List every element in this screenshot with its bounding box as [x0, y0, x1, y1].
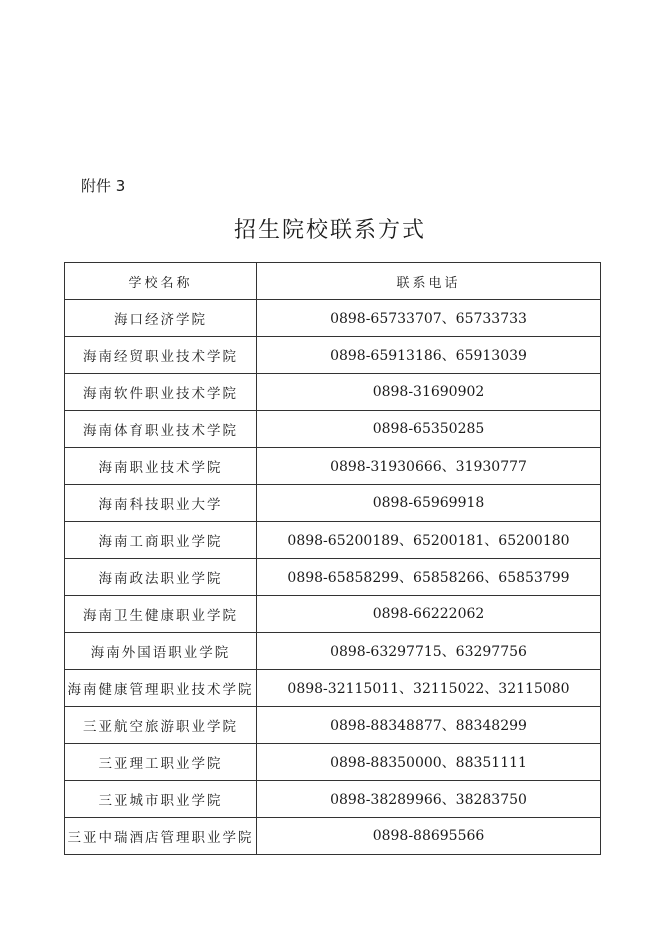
- table-row: [65, 411, 601, 448]
- table-row: [65, 300, 601, 337]
- phone-number: 0898-65200189、65200181、65200180: [257, 522, 601, 559]
- phone-number: 0898-65350285: [257, 411, 601, 448]
- table-row: [65, 818, 601, 855]
- table-row: [65, 781, 601, 818]
- phone-number: 0898-65733707、65733733: [257, 300, 601, 337]
- phone-number: 0898-88348877、88348299: [257, 707, 601, 744]
- table-row: [65, 596, 601, 633]
- phone-number: 0898-66222062: [257, 596, 601, 633]
- contact-table: [64, 262, 601, 855]
- school-name: 海南外国语职业学院: [65, 633, 257, 670]
- phone-number: 0898-38289966、38283750: [257, 781, 601, 818]
- phone-number: 0898-31690902: [257, 374, 601, 411]
- table-row: [65, 670, 601, 707]
- school-name: 海南卫生健康职业学院: [65, 596, 257, 633]
- table-row: [65, 633, 601, 670]
- school-name: 海南健康管理职业技术学院: [65, 670, 257, 707]
- school-name: 海南体育职业技术学院: [65, 411, 257, 448]
- table-row: [65, 522, 601, 559]
- table-row: [65, 337, 601, 374]
- school-name: 三亚城市职业学院: [65, 781, 257, 818]
- phone-number: 0898-32115011、32115022、32115080: [257, 670, 601, 707]
- school-name: 三亚理工职业学院: [65, 744, 257, 781]
- table-row: [65, 707, 601, 744]
- phone-number: 0898-65858299、65858266、65853799: [257, 559, 601, 596]
- table-header-row: [65, 263, 601, 300]
- page-title: 招生院校联系方式: [233, 217, 426, 243]
- school-name: 海南经贸职业技术学院: [65, 337, 257, 374]
- school-name: 海口经济学院: [65, 300, 257, 337]
- school-name: 海南职业技术学院: [65, 448, 257, 485]
- table-row: [65, 485, 601, 522]
- table-row: [65, 559, 601, 596]
- table-row: [65, 374, 601, 411]
- phone-number: 0898-31930666、31930777: [257, 448, 601, 485]
- table-row: [65, 448, 601, 485]
- school-name: 三亚航空旅游职业学院: [65, 707, 257, 744]
- school-name: 海南工商职业学院: [65, 522, 257, 559]
- phone-number: 0898-88695566: [257, 818, 601, 855]
- attachment-label: 附件 3: [81, 177, 126, 195]
- header-phone: 联系电话: [257, 263, 601, 300]
- table-row: [65, 744, 601, 781]
- header-school-name: 学校名称: [65, 263, 257, 300]
- phone-number: 0898-63297715、63297756: [257, 633, 601, 670]
- phone-number: 0898-65913186、65913039: [257, 337, 601, 374]
- school-name: 三亚中瑞酒店管理职业学院: [65, 818, 257, 855]
- phone-number: 0898-88350000、88351111: [257, 744, 601, 781]
- phone-number: 0898-65969918: [257, 485, 601, 522]
- school-name: 海南软件职业技术学院: [65, 374, 257, 411]
- school-name: 海南科技职业大学: [65, 485, 257, 522]
- school-name: 海南政法职业学院: [65, 559, 257, 596]
